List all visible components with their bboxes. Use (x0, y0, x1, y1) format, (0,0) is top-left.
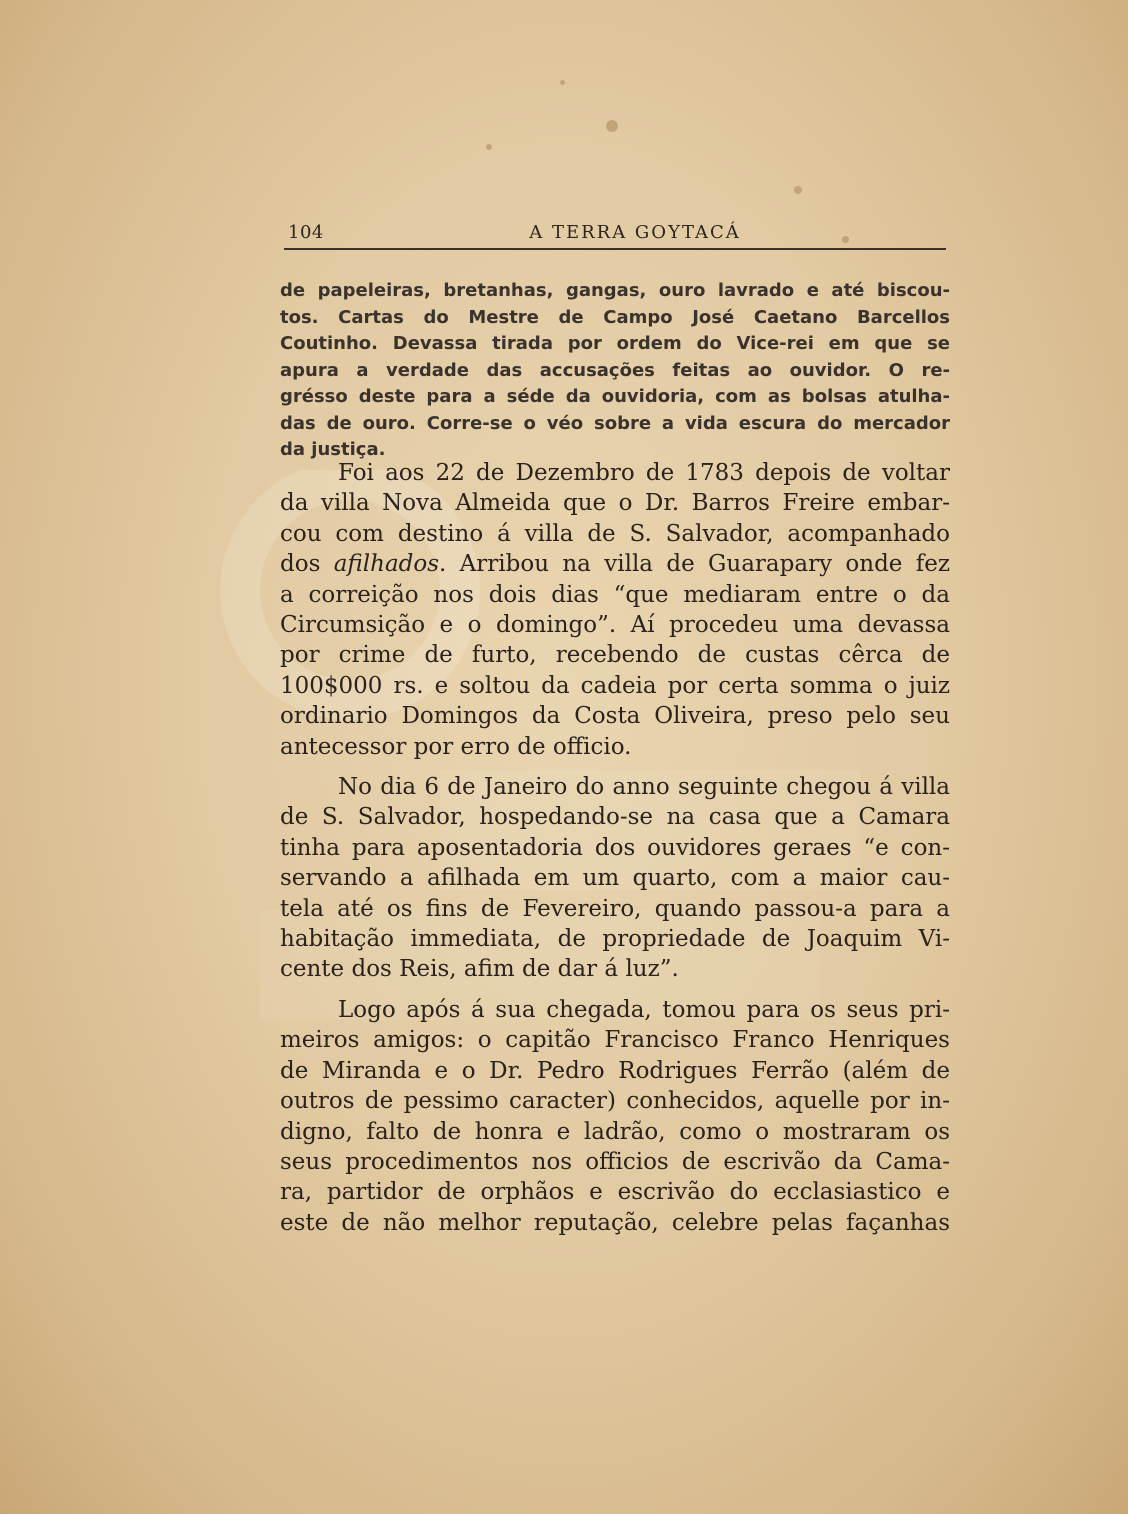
text-line: por crime de furto, recebendo de custas cêrca de (280, 642, 950, 669)
summary-line: de papeleiras, bretanhas, gangas, ouro lavrado e até biscou- (280, 280, 950, 301)
text-line: a correição nos dois dias “que mediaram entre o da (280, 581, 950, 608)
summary-line: das de ouro. Corre-se o véo sobre a vida escura do mercador (280, 412, 950, 434)
text-line: tela até os fins de Fevereiro, quando passou-a para a (280, 895, 950, 922)
summary-line: apura a verdade das accusações feitas ao ouvidor. O re- (280, 359, 950, 381)
summary-line: da justiça. (280, 439, 386, 460)
text-line: cou com destino á villa de S. Salvador, acompanhado (280, 520, 950, 547)
text-line: digno, falto de honra e ladrão, como o mostraram os (280, 1118, 950, 1145)
text-line: ordinario Domingos da Costa Oliveira, preso pelo seu (280, 703, 950, 730)
text-line: este de não melhor reputação, celebre pelas façanhas (280, 1209, 950, 1236)
page-number: 104 (288, 222, 324, 243)
summary-line: grésso deste para a séde da ouvidoria, com as bolsas atulha- (280, 386, 950, 407)
text-fragment: dos (280, 551, 334, 578)
text-line: da villa Nova Almeida que o Dr. Barros Freire embar- (280, 490, 950, 517)
text-line: de S. Salvador, hospedando-se na casa que a Camara (280, 804, 950, 831)
text-line: antecessor por erro de officio. (280, 733, 632, 760)
text-line: No dia 6 de Janeiro do anno seguinte chegou á villa (338, 774, 950, 800)
text-line: outros de pessimo caracter) conhecidos, aquelle por in- (280, 1088, 950, 1115)
text-line (280, 549, 950, 579)
foxing-spot (606, 120, 618, 132)
italic-word: afilhados (333, 551, 440, 578)
paragraph-3 (280, 995, 950, 1238)
summary-line: tos. Cartas do Mestre de Campo José Caetano Barcellos (280, 306, 950, 328)
text-line: tinha para aposentadoria dos ouvidores geraes “e con- (280, 834, 950, 861)
text-fragment: . Arribou na villa de Guarapary onde fez (439, 551, 950, 578)
text-line: Circumsição e o domingo”. Aí procedeu uma devassa (280, 612, 950, 639)
foxing-spot (560, 80, 565, 85)
running-header (284, 220, 946, 250)
paragraph-1 (280, 458, 950, 762)
running-title: A TERRA GOYTACÁ (529, 222, 741, 243)
text-line: seus procedimentos nos officios de escrivão da Cama- (280, 1149, 950, 1176)
foxing-spot (794, 186, 802, 194)
text-line: habitação immediata, de propriedade de Joaquim Vi- (280, 926, 950, 953)
text-line: Logo após á sua chegada, tomou para os seus pri- (338, 997, 950, 1023)
text-line: servando a afilhada em um quarto, com a maior cau- (280, 865, 950, 892)
text-line: Foi aos 22 de Dezembro de 1783 depois de voltar (338, 460, 950, 486)
text-line: ra, partidor de orphãos e escrivão do ecclasiastico e (280, 1179, 950, 1206)
text-line: meiros amigos: o capitão Francisco Franco Henriques (280, 1027, 950, 1054)
text-line: cente dos Reis, afim de dar á luz”. (280, 956, 679, 983)
chapter-summary (280, 278, 950, 464)
text-line: de Miranda e o Dr. Pedro Rodrigues Ferrão (além de (280, 1057, 950, 1084)
foxing-spot (486, 144, 492, 150)
paragraph-2 (280, 772, 950, 985)
text-line: 100$000 rs. e soltou da cadeia por certa somma o juiz (280, 672, 950, 699)
summary-line: Coutinho. Devassa tirada por ordem do Vice-rei em que se (280, 333, 950, 354)
